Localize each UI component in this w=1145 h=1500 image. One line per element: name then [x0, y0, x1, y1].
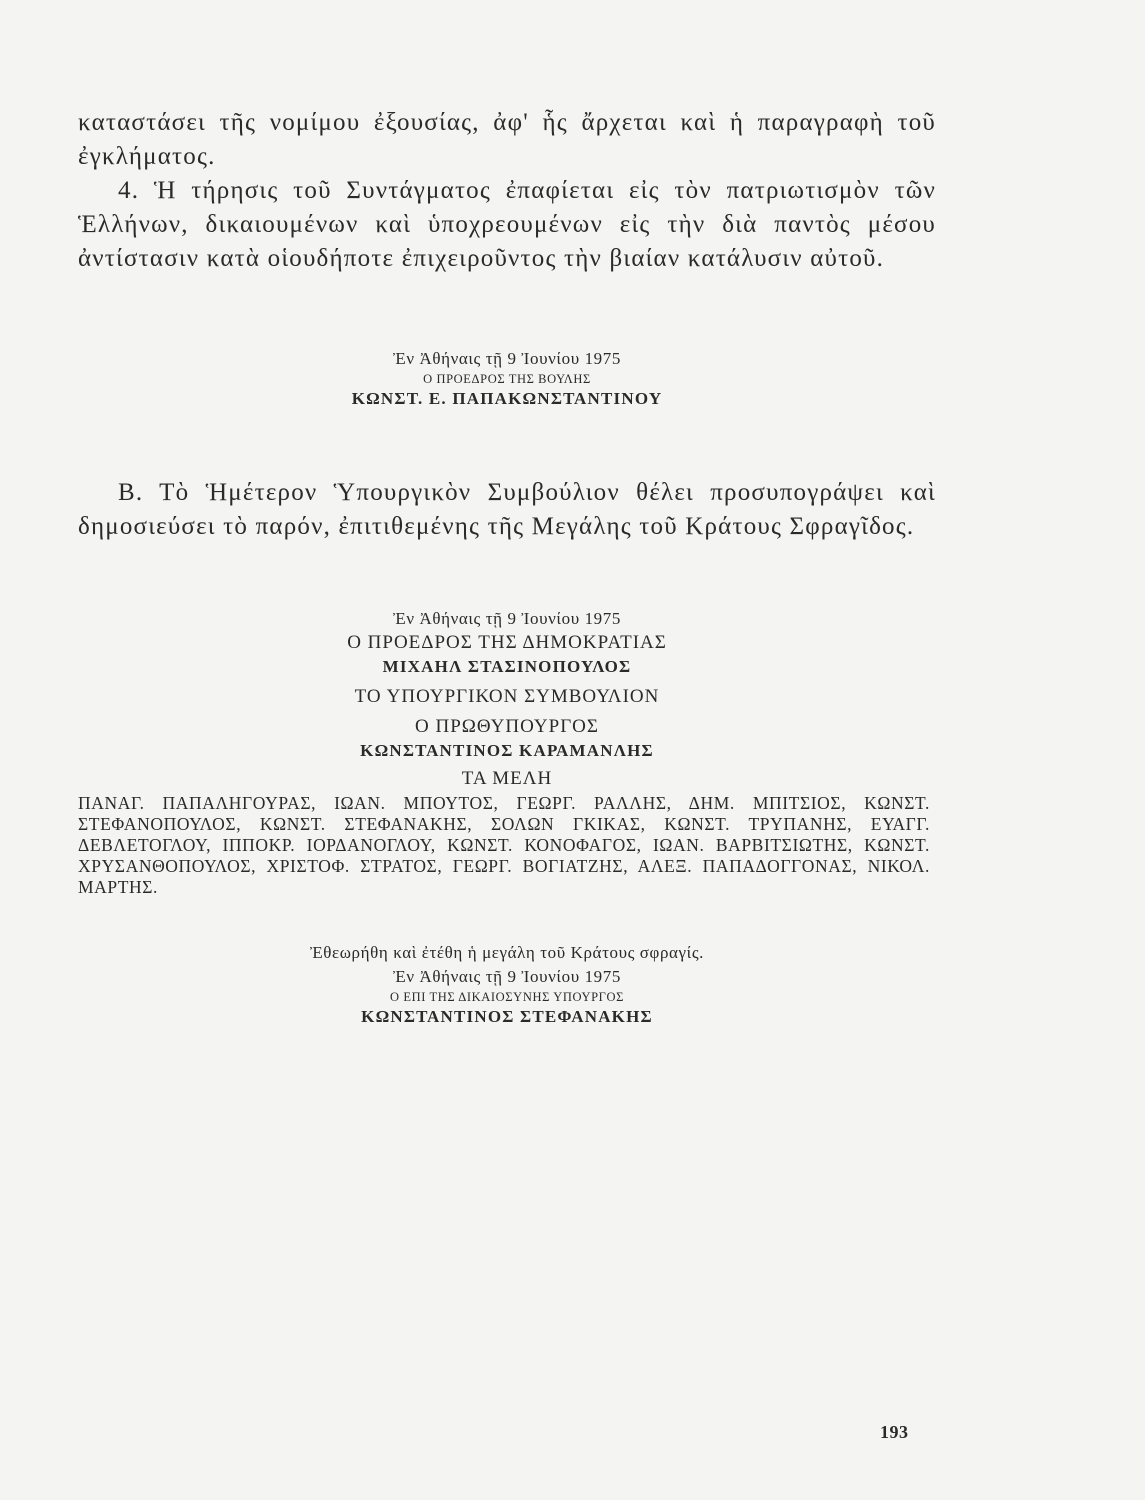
signature-name: ΚΩΝΣΤ. Ε. ΠΑΠΑΚΩΝΣΤΑΝΤΙΝΟΥ: [351, 389, 663, 408]
members-list: ΠΑΝΑΓ. ΠΑΠΑΛΗΓΟΥΡΑΣ, ΙΩΑΝ. ΜΠΟΥΤΟΣ, ΓΕΩΡΓ. ΡΑΛΛΗΣ, ΔΗΜ. ΜΠΙΤΣΙΟΣ, ΚΩΝΣΤ. ΣΤΕΦΑΝΟΠΟΥΛΟΣ, ΚΩΝΣΤ. ΣΤΕΦΑΝΑΚΗΣ, ΣΟΛΩΝ ΓΚΙΚΑΣ, ΚΩΝΣΤ. ΤΡΥΠΑΝΗΣ, ΕΥΑΓΓ. ΔΕΒΛΕΤΟΓΛΟΥ, ΙΠΠΟΚΡ. ΙΟΡΔΑΝΟΓΛΟΥ, ΚΩΝΣΤ. ΚΟΝΟΦΑΓΟΣ, ΙΩΑΝ. ΒΑΡΒΙΤΣΙΩΤΗΣ, ΚΩΝΣΤ. ΧΡΥΣΑΝΘΟΠΟΥΛΟΣ, ΧΡΙΣΤΟΦ. ΣΤΡΑΤΟΣ, ΓΕΩΡΓ. ΒΟΓΙΑΤΖΗΣ, ΑΛΕΞ. ΠΑΠΑΔΟΓΓΟΝΑΣ, ΝΙΚΟΛ. ΜΑΡΤΗΣ.: [78, 793, 930, 897]
signature-title: Ο ΕΠΙ ΤΗΣ ΔΙΚΑΙΟΣΥΝΗΣ ΥΠΟΥΡΓΟΣ: [390, 990, 624, 1004]
president-title: Ο ΠΡΟΕΔΡΟΣ ΤΗΣ ΔΗΜΟΚΡΑΤΙΑΣ: [347, 632, 667, 653]
council-heading: ΤΟ ΥΠΟΥΡΓΙΚΟΝ ΣΥΜΒΟΥΛΙΟΝ: [354, 686, 660, 707]
signature-block-justice: [78, 942, 936, 1028]
paragraph-b-block: [78, 476, 936, 544]
paragraph-b: Β. Τὸ Ἡμέτερον Ὑπουργικὸν Συμβούλιον θέλει προσυπογράψει καὶ δημοσιεύσει τὸ παρόν, ἐπιτιθεμένης τῆς Μεγάλης τοῦ Κράτους Σφραγῖδος.: [78, 479, 936, 540]
signature-name: ΚΩΝΣΤΑΝΤΙΝΟΣ ΣΤΕΦΑΝΑΚΗΣ: [361, 1007, 653, 1026]
members-heading: ΤΑ ΜΕΛΗ: [461, 768, 553, 789]
top-text-block: [78, 106, 936, 276]
signature-date: Ἐν Ἀθήναις τῇ 9 Ἰουνίου 1975: [393, 967, 621, 986]
signature-date: Ἐν Ἀθήναις τῇ 9 Ἰουνίου 1975: [393, 609, 621, 628]
signature-block-parliament: [78, 348, 936, 410]
president-name: ΜΙΧΑΗΛ ΣΤΑΣΙΝΟΠΟΥΛΟΣ: [382, 657, 632, 676]
signature-date: Ἐν Ἀθήναις τῇ 9 Ἰουνίου 1975: [393, 349, 621, 368]
signature-title: Ο ΠΡΟΕΔΡΟΣ ΤΗΣ ΒΟΥΛΗΣ: [423, 372, 591, 386]
paragraph-article-4: 4. Ἡ τήρησις τοῦ Συντάγματος ἐπαφίεται εἰς τὸν πατριωτισμὸν τῶν Ἑλλήνων, δικαιουμένων καὶ ὑποχρεουμένων εἰς τὴν διὰ παντὸς μέσου ἀντίστασιν κατὰ οἱουδήποτε ἐπιχειροῦντος τὴν βιαίαν κατάλυσιν αὐτοῦ.: [78, 177, 936, 272]
seal-note: Ἐθεωρήθη καὶ ἐτέθη ἡ μεγάλη τοῦ Κράτους σφραγίς.: [309, 943, 705, 962]
prime-minister-name: ΚΩΝΣΤΑΝΤΙΝΟΣ ΚΑΡΑΜΑΝΛΗΣ: [360, 741, 654, 760]
page-number: 193: [880, 1422, 909, 1442]
prime-minister-title: Ο ΠΡΩΘΥΠΟΥΡΓΟΣ: [415, 716, 599, 737]
signature-block-president: [78, 608, 936, 792]
paragraph-continuation: καταστάσει τῆς νομίμου ἐξουσίας, ἀφ' ἧς ἄρχεται καὶ ἡ παραγραφὴ τοῦ ἐγκλήματος.: [78, 109, 936, 170]
